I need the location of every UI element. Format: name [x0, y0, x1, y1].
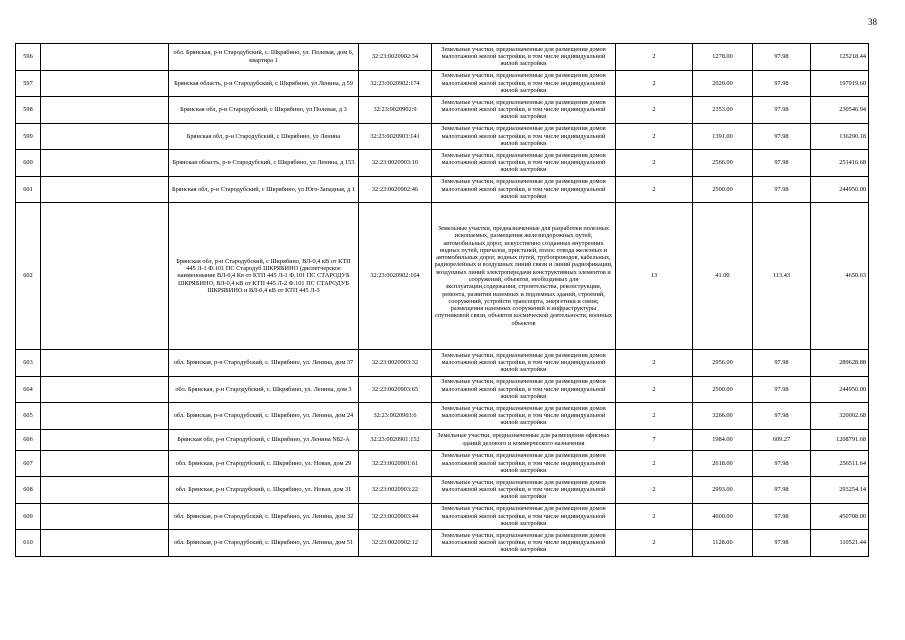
row-number-cell: 598 [16, 97, 41, 124]
address-cell: Брянская область, р-н Стародубский, с Шкрябино, ул Ленина, д 153 [169, 150, 359, 177]
cadastral-value-cell: 244950.00 [811, 176, 869, 203]
spacer-cell [41, 376, 169, 403]
address-cell: обл. Брянская, р-н Стародубский, с. Шкрябино, ул. Ленина, дом 37 [169, 350, 359, 377]
row-number-cell: 606 [16, 429, 41, 450]
use-group-cell: 2 [616, 123, 693, 150]
permitted-use-cell: Земельные участки, предназначенные для размещения домов малоэтажной жилой застройки, в том числе индивидуальной жилой застройки [432, 376, 616, 403]
permitted-use-cell: Земельные участки, предназначенные для размещения домов малоэтажной жилой застройки, в том числе индивидуальной жилой застройки [432, 44, 616, 71]
row-number-cell: 602 [16, 203, 41, 350]
specific-value-cell: 97.98 [753, 123, 811, 150]
permitted-use-cell: Земельные участки, предназначенные для разработки полезных ископаемых, размещения железнодорожных путей, автомобильных дорог, искусственно созданных внутренних водных путей, причалов, пристаней, полос отвода железных и автомобильных дорог, водных путей, трубопроводов, кабельных, радиорелейных и воздушных линий связи и линий радиофикации, воздушных линий электропередачи конструктивных элементов и сооружений, объектов, необходимых для эксплуатации,содержания, строительства, реконструкции, ремонта, развития наземных и подземных зданий, строений, сооружений, устройств транспорта, энергетики и связи; размещения наземных сооружений и инфраструктуры спутниковой связи, объектов космической деятельности, военных объектов [432, 203, 616, 350]
row-number-cell: 600 [16, 150, 41, 177]
permitted-use-cell: Земельные участки, предназначенные для размещения домов малоэтажной жилой застройки, в том числе индивидуальной жилой застройки [432, 150, 616, 177]
area-cell: 1128.00 [693, 530, 753, 557]
cadastral-value-cell: 136290.18 [811, 123, 869, 150]
area-cell: 2618.00 [693, 450, 753, 477]
area-cell: 2993.00 [693, 477, 753, 504]
permitted-use-cell: Земельные участки, предназначенные для размещения офисных зданий делового и коммерческого назначения [432, 429, 616, 450]
use-group-cell: 2 [616, 176, 693, 203]
specific-value-cell: 113.43 [753, 203, 811, 350]
area-cell: 41.00 [693, 203, 753, 350]
use-group-cell: 2 [616, 450, 693, 477]
specific-value-cell: 97.98 [753, 97, 811, 124]
specific-value-cell: 97.98 [753, 450, 811, 477]
use-group-cell: 2 [616, 97, 693, 124]
row-number-cell: 609 [16, 503, 41, 530]
row-number-cell: 596 [16, 44, 41, 71]
row-number-cell: 604 [16, 376, 41, 403]
land-plots-table [15, 43, 869, 557]
address-cell: обл. Брянская, р-н Стародубский, с. Шкрябино, ул. Ленина, дом 51 [169, 530, 359, 557]
table-body [16, 44, 869, 557]
area-cell: 2020.00 [693, 70, 753, 97]
address-cell: обл. Брянская, р-н Стародубский, с. Шкрябино, ул. Ленина, дом 3 [169, 376, 359, 403]
specific-value-cell: 97.98 [753, 530, 811, 557]
area-cell: 2353.00 [693, 97, 753, 124]
area-cell: 1278.00 [693, 44, 753, 71]
table-row [16, 123, 869, 150]
row-number-cell: 610 [16, 530, 41, 557]
table-row [16, 70, 869, 97]
table-row [16, 150, 869, 177]
table-row [16, 44, 869, 71]
cadastral-value-cell: 1208791.68 [811, 429, 869, 450]
specific-value-cell: 97.98 [753, 350, 811, 377]
address-cell: обл. Брянская, р-н Стародубский, с. Шкрябино, ул. Новая, дом 31 [169, 477, 359, 504]
spacer-cell [41, 150, 169, 177]
cadastral-number-cell: 32:23:0020902:174 [359, 70, 432, 97]
address-cell: Брянская обл, р-н Стародубский, с Шкрябино, ул Полевая, д 3 [169, 97, 359, 124]
use-group-cell: 2 [616, 350, 693, 377]
area-cell: 2956.00 [693, 350, 753, 377]
table-row [16, 350, 869, 377]
row-number-cell: 603 [16, 350, 41, 377]
row-number-cell: 599 [16, 123, 41, 150]
use-group-cell: 2 [616, 503, 693, 530]
table-row [16, 530, 869, 557]
cadastral-number-cell: 32:23:0020903:141 [359, 123, 432, 150]
row-number-cell: 605 [16, 403, 41, 430]
table-row [16, 176, 869, 203]
row-number-cell: 607 [16, 450, 41, 477]
permitted-use-cell: Земельные участки, предназначенные для размещения домов малоэтажной жилой застройки, в том числе индивидуальной жилой застройки [432, 530, 616, 557]
specific-value-cell: 97.98 [753, 403, 811, 430]
spacer-cell [41, 97, 169, 124]
address-cell: обл. Брянская, р-н Стародубский, с. Шкрябино, ул. Ленина, дом 24 [169, 403, 359, 430]
permitted-use-cell: Земельные участки, предназначенные для размещения домов малоэтажной жилой застройки, в том числе индивидуальной жилой застройки [432, 350, 616, 377]
area-cell: 1391.00 [693, 123, 753, 150]
cadastral-value-cell: 4650.63 [811, 203, 869, 350]
cadastral-number-cell: 32:23:0020902:164 [359, 203, 432, 350]
permitted-use-cell: Земельные участки, предназначенные для размещения домов малоэтажной жилой застройки, в том числе индивидуальной жилой застройки [432, 477, 616, 504]
table-row [16, 429, 869, 450]
cadastral-number-cell: 32:23:0020902:9 [359, 97, 432, 124]
area-cell: 3266.00 [693, 403, 753, 430]
area-cell: 2500.00 [693, 376, 753, 403]
use-group-cell: 2 [616, 530, 693, 557]
table-row [16, 450, 869, 477]
spacer-cell [41, 503, 169, 530]
cadastral-value-cell: 244950.00 [811, 376, 869, 403]
cadastral-number-cell: 32:23:0020902:34 [359, 44, 432, 71]
spacer-cell [41, 477, 169, 504]
use-group-cell: 2 [616, 70, 693, 97]
specific-value-cell: 609.27 [753, 429, 811, 450]
use-group-cell: 2 [616, 477, 693, 504]
specific-value-cell: 97.98 [753, 150, 811, 177]
cadastral-value-cell: 230546.94 [811, 97, 869, 124]
row-number-cell: 601 [16, 176, 41, 203]
address-cell: обл. Брянская, р-н Стародубский, с. Шкрябино, ул. Новая, дом 29 [169, 450, 359, 477]
permitted-use-cell: Земельные участки, предназначенные для размещения домов малоэтажной жилой застройки, в том числе индивидуальной жилой застройки [432, 403, 616, 430]
cadastral-value-cell: 256511.64 [811, 450, 869, 477]
use-group-cell: 2 [616, 376, 693, 403]
cadastral-number-cell: 32:23:0020902:46 [359, 176, 432, 203]
address-cell: Брянская обл, р-н Стародубский, с Шкрябино, ул Юго-Западная, д 1 [169, 176, 359, 203]
cadastral-number-cell: 32:23:0020903:44 [359, 503, 432, 530]
cadastral-number-cell: 32:23:0020901:61 [359, 450, 432, 477]
table-row [16, 376, 869, 403]
permitted-use-cell: Земельные участки, предназначенные для размещения домов малоэтажной жилой застройки, в том числе индивидуальной жилой застройки [432, 123, 616, 150]
spacer-cell [41, 176, 169, 203]
cadastral-value-cell: 293254.14 [811, 477, 869, 504]
spacer-cell [41, 350, 169, 377]
use-group-cell: 2 [616, 403, 693, 430]
cadastral-number-cell: 32:23:0020903:6 [359, 403, 432, 430]
permitted-use-cell: Земельные участки, предназначенные для размещения домов малоэтажной жилой застройки, в том числе индивидуальной жилой застройки [432, 176, 616, 203]
permitted-use-cell: Земельные участки, предназначенные для размещения домов малоэтажной жилой застройки, в том числе индивидуальной жилой застройки [432, 97, 616, 124]
address-cell: Брянская область, р-н Стародубский, с Шкрябино, ул Ленина, д 59 [169, 70, 359, 97]
table-row [16, 503, 869, 530]
page-number: 38 [868, 17, 877, 27]
cadastral-number-cell: 32:23:0020903:65 [359, 376, 432, 403]
use-group-cell: 2 [616, 44, 693, 71]
table-row [16, 403, 869, 430]
cadastral-number-cell: 32:23:0020903:32 [359, 350, 432, 377]
area-cell: 4600.00 [693, 503, 753, 530]
area-cell: 1984.00 [693, 429, 753, 450]
address-cell: Брянская обл, р-н Стародубский, с Шкрябино, ул Ленина [169, 123, 359, 150]
address-cell: Брянская обл, р-н Стародубский, с Шкрябино, ул Ленина N82-А [169, 429, 359, 450]
spacer-cell [41, 450, 169, 477]
row-number-cell: 608 [16, 477, 41, 504]
row-number-cell: 597 [16, 70, 41, 97]
use-group-cell: 13 [616, 203, 693, 350]
permitted-use-cell: Земельные участки, предназначенные для размещения домов малоэтажной жилой застройки, в том числе индивидуальной жилой застройки [432, 70, 616, 97]
spacer-cell [41, 44, 169, 71]
spacer-cell [41, 123, 169, 150]
cadastral-value-cell: 320002.68 [811, 403, 869, 430]
cadastral-number-cell: 32:23:0020903:10 [359, 150, 432, 177]
specific-value-cell: 97.98 [753, 44, 811, 71]
cadastral-value-cell: 450708.00 [811, 503, 869, 530]
specific-value-cell: 97.98 [753, 376, 811, 403]
cadastral-value-cell: 289628.88 [811, 350, 869, 377]
specific-value-cell: 97.98 [753, 70, 811, 97]
cadastral-value-cell: 251416.68 [811, 150, 869, 177]
use-group-cell: 2 [616, 150, 693, 177]
address-cell: обл. Брянская, р-н Стародубский, с. Шкрябино, ул. Ленина, дом 32 [169, 503, 359, 530]
cadastral-value-cell: 110521.44 [811, 530, 869, 557]
cadastral-number-cell: 32:23:0020903:22 [359, 477, 432, 504]
table-row [16, 203, 869, 350]
spacer-cell [41, 530, 169, 557]
table-row [16, 477, 869, 504]
specific-value-cell: 97.98 [753, 176, 811, 203]
spacer-cell [41, 403, 169, 430]
cadastral-value-cell: 125218.44 [811, 44, 869, 71]
area-cell: 2500.00 [693, 176, 753, 203]
specific-value-cell: 97.98 [753, 477, 811, 504]
cadastral-number-cell: 32:23:0020902:12 [359, 530, 432, 557]
table-row [16, 97, 869, 124]
cadastral-value-cell: 197919.60 [811, 70, 869, 97]
permitted-use-cell: Земельные участки, предназначенные для размещения домов малоэтажной жилой застройки, в том числе индивидуальной жилой застройки [432, 503, 616, 530]
address-cell: обл. Брянская, р-н Стародубский, с. Шкрябино, ул. Полевая, дом 6, квартира 1 [169, 44, 359, 71]
address-cell: Брянская обл, р-н Стародубский, с Шкрябино, ВЛ-0,4 кВ от КТП 445 Л-1 Ф.101 ПС Стародуб ШКРЯБИНО (диспетчерское наименование ВЛ-0,4 Кв от КТП 445 Л-1 Ф.101 ПС СТАРОДУБ ШКРЯБИНО, ВЛ-0,4 кВ от КТП 445 Л-2 Ф.101 ПС СТАРОДУБ ШКРЯБИНО и ВЛ-0,4 кВ от КТП 445 Л-3 [169, 203, 359, 350]
spacer-cell [41, 70, 169, 97]
cadastral-number-cell: 32:23:0020901:152 [359, 429, 432, 450]
permitted-use-cell: Земельные участки, предназначенные для размещения домов малоэтажной жилой застройки, в том числе индивидуальной жилой застройки [432, 450, 616, 477]
spacer-cell [41, 429, 169, 450]
specific-value-cell: 97.98 [753, 503, 811, 530]
use-group-cell: 7 [616, 429, 693, 450]
spacer-cell [41, 203, 169, 350]
area-cell: 2566.00 [693, 150, 753, 177]
